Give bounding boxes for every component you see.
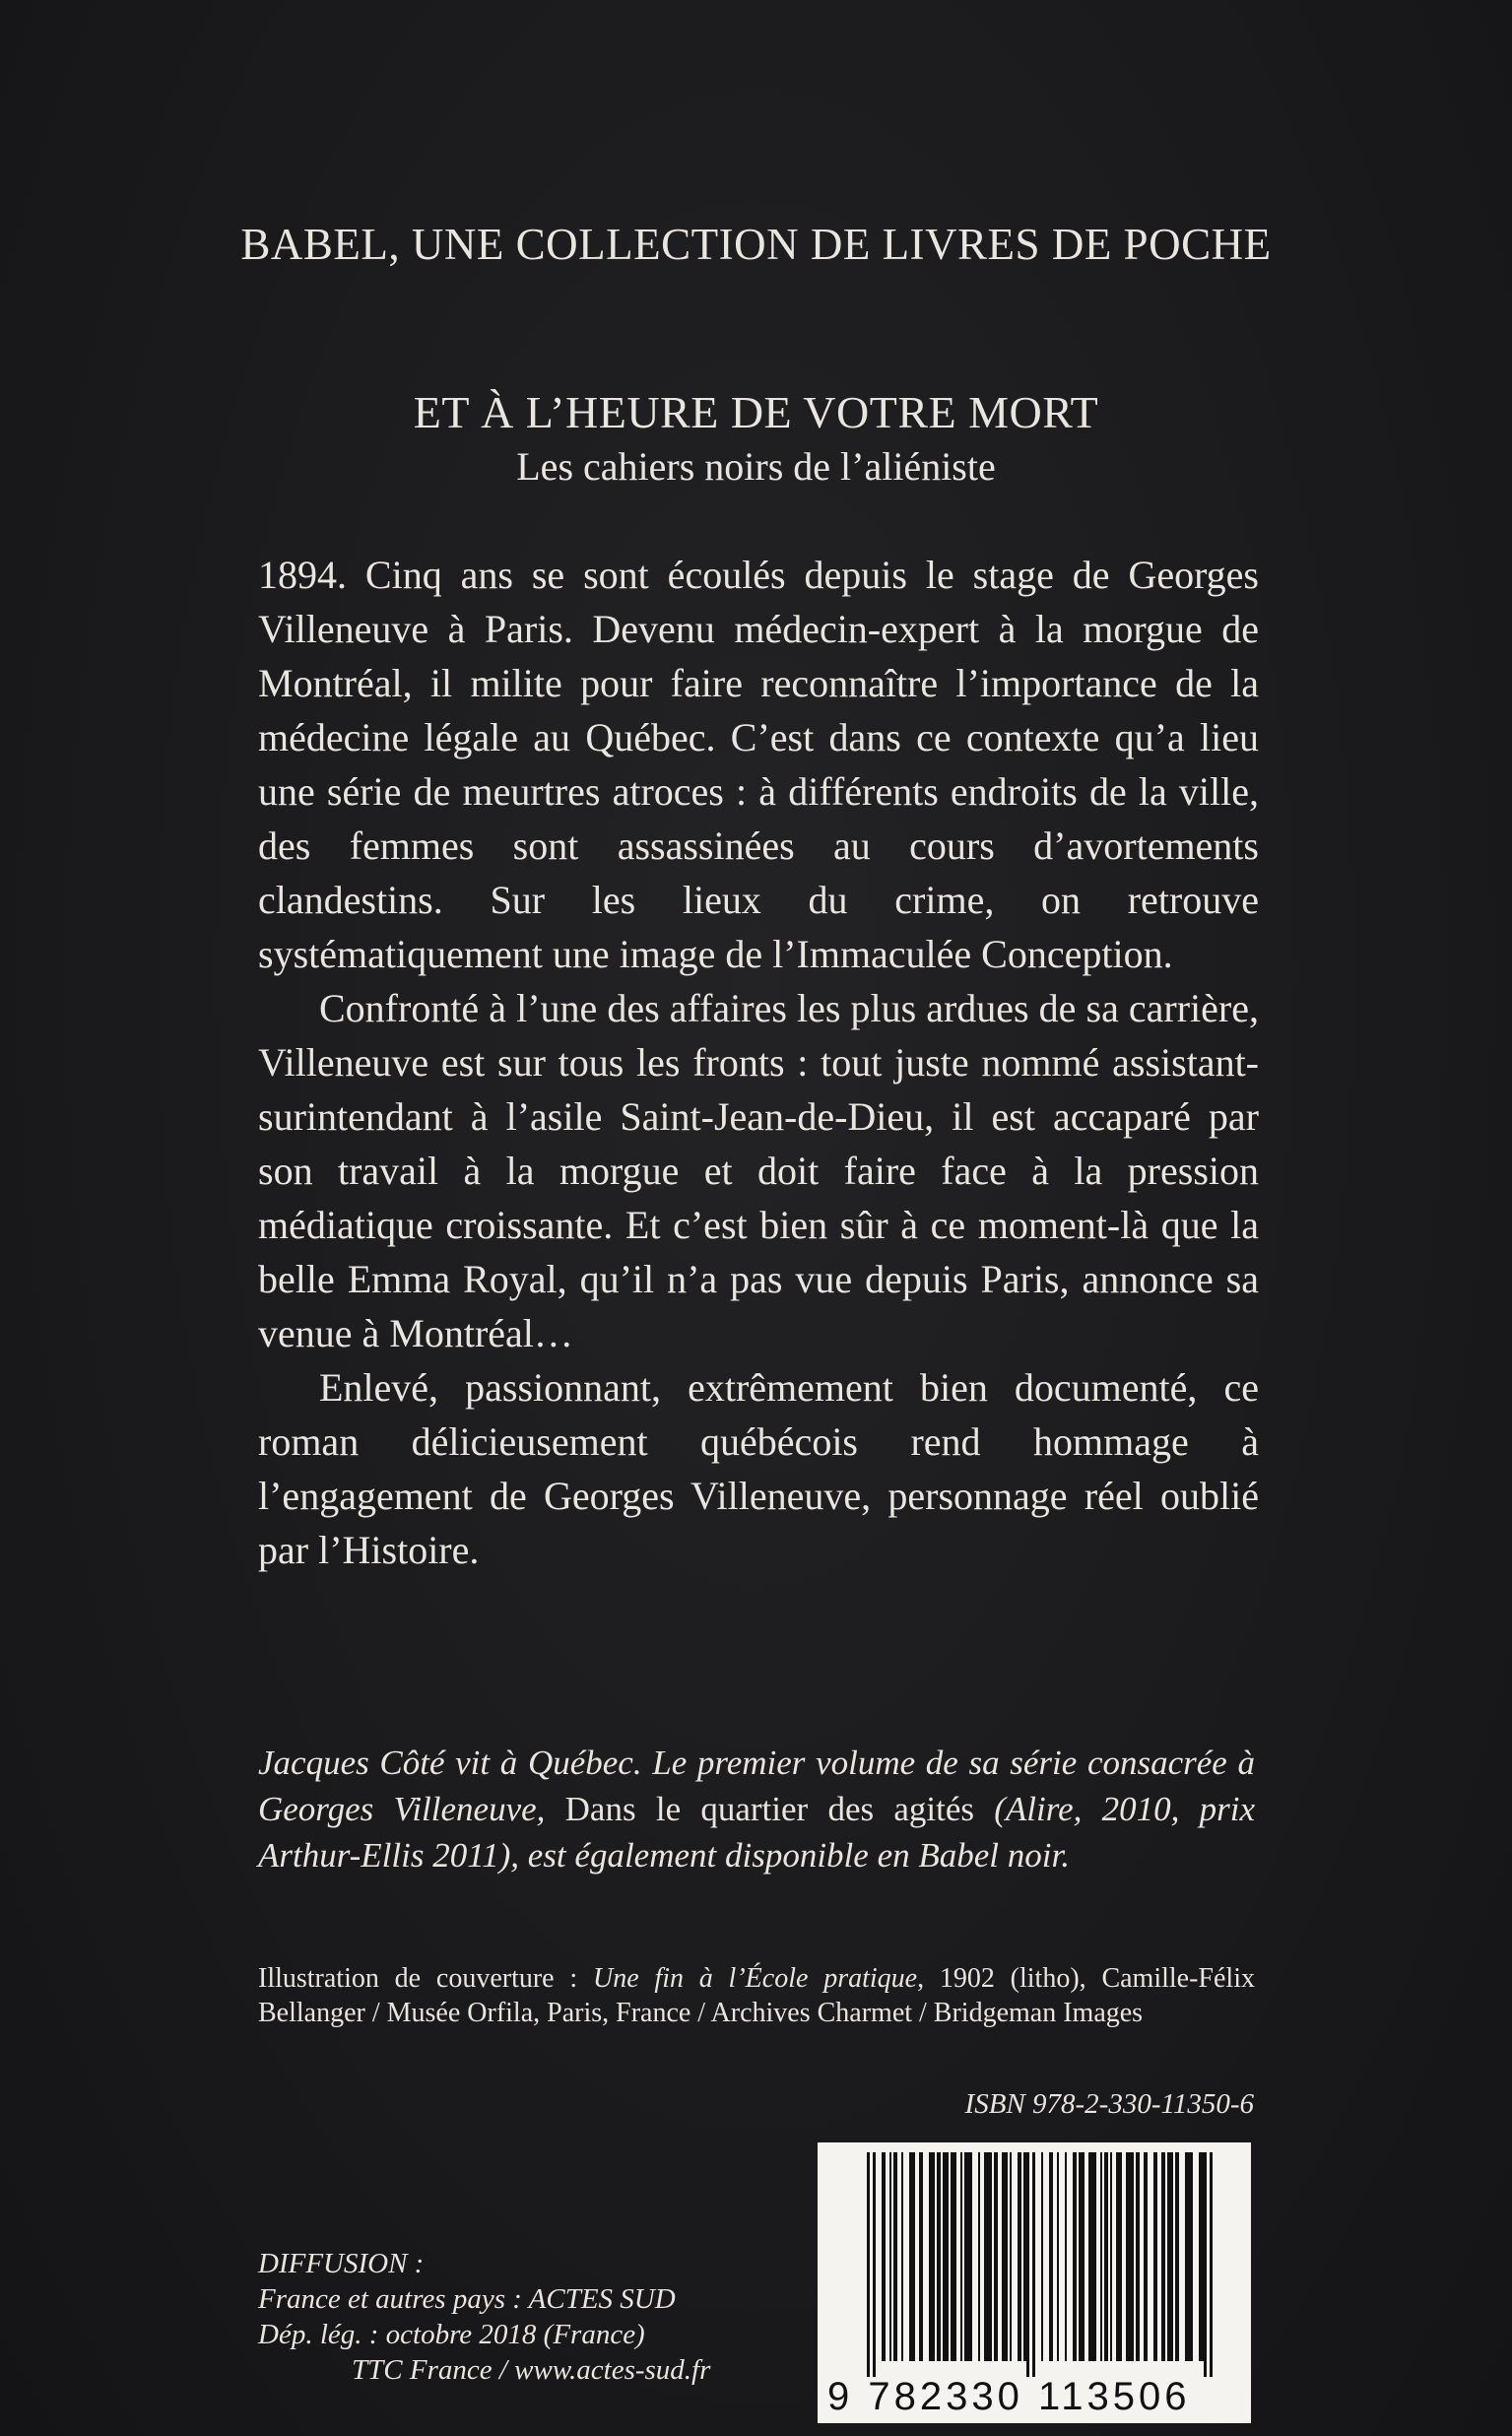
author-note-text: Jacques Côté vit à Québec. Le premier volume de sa série consacrée à Georges Villeneuve, — [258, 1744, 1255, 1828]
barcode-guard-bar — [1032, 2152, 1035, 2377]
barcode-bar — [1161, 2152, 1165, 2361]
credits-label: Illustration de couverture : — [258, 1963, 593, 1994]
barcode-guard-bar — [1210, 2152, 1213, 2377]
barcode-bar — [893, 2152, 897, 2361]
barcode-bar — [960, 2152, 962, 2361]
barcode-bar — [978, 2152, 980, 2361]
barcode-bar — [984, 2152, 992, 2361]
barcode-bar — [1185, 2152, 1193, 2361]
barcode-bar — [1018, 2152, 1021, 2361]
barcode-bar — [1144, 2152, 1148, 2361]
barcode-bar — [1110, 2152, 1112, 2361]
barcode-bar — [1136, 2152, 1140, 2361]
credits-work-title: Une fin à l’École pratique — [592, 1963, 918, 1994]
diffusion-heading: DIFFUSION : — [258, 2248, 425, 2279]
credits-details: , 1902 (litho), Camille-Félix Bellanger / Musée Orfila, Paris, France / Archives Charmet / Bridgeman Images — [258, 1963, 1255, 2028]
author-note-text-end: (Alire, 2010, prix Arthur-Ellis 2011), est également disponible en Babel noir. — [258, 1790, 1256, 1875]
barcode-bar — [937, 2152, 941, 2361]
barcode-bar — [1010, 2152, 1012, 2361]
barcode-bar — [1126, 2152, 1134, 2361]
barcode-bar — [1153, 2152, 1157, 2361]
barcode-bar — [943, 2152, 949, 2361]
blurb-paragraph-1: 1894. Cinq ans se sont écoulés depuis le stage de Georges Villeneuve à Paris. Devenu médecin-expert à la morgue de Montréal, il milite pour faire reconnaître l’importance de la médecine légale au Québec. C’est dans ce contexte qu’a lieu une série de meurtres atroces : à différents endroits de la ville, des femmes sont assassinées au cours d’avortements clandestins. Sur les lieux du crime, on retrouve systématiquement une image de l’Immaculée Conception. — [258, 553, 1259, 976]
barcode-bar — [1116, 2152, 1122, 2361]
blurb-paragraph-3: Enlevé, passionnant, extrêmement bien documenté, ce roman délicieusement québécois rend hommage à l’engagement de Georges Villeneuve, personnage réel oublié par l’Histoire. — [258, 1365, 1259, 1572]
barcode-bar — [889, 2152, 891, 2361]
barcode-bar — [882, 2152, 886, 2361]
barcode-guard-bar — [1026, 2152, 1029, 2377]
barcode-guard-bar — [1204, 2152, 1207, 2377]
barcode-bar — [1079, 2152, 1085, 2361]
diffusion — [258, 2246, 710, 2388]
barcode-bar — [929, 2152, 935, 2361]
barcode-bars — [818, 2142, 1251, 2379]
barcode-bar — [964, 2152, 972, 2361]
blurb-paragraph-2: Confronté à l’une des affaires les plus ardues de sa carrière, Villeneuve est sur tous les fronts : tout juste nommé assistant-surintendant à l’asile Saint-Jean-de-Dieu, il est accaparé par son travail à la morgue et doit faire face à la pression médiatique croissante. Et c’est bien sûr à ce moment-là que la belle Emma Royal, qu’il n’a pas vue depuis Paris, annonce sa venue à Montréal… — [258, 986, 1259, 1355]
author-note — [258, 1740, 1255, 1878]
barcode-guard-bar — [873, 2152, 876, 2377]
barcode-guard-bar — [867, 2152, 870, 2377]
diffusion-line-3: TTC France / www.actes-sud.fr — [352, 2354, 711, 2386]
barcode-bar — [1065, 2152, 1067, 2361]
barcode-bar — [1073, 2152, 1077, 2361]
barcode-bar — [1057, 2152, 1059, 2361]
book-title: ET À L’HEURE DE VOTRE MORT — [413, 387, 1099, 437]
barcode-bar — [1049, 2152, 1053, 2361]
barcode-bar — [1002, 2152, 1008, 2361]
isbn: ISBN 978-2-330-11350-6 — [964, 2088, 1254, 2120]
barcode-bar — [919, 2152, 923, 2361]
barcode-bar — [1041, 2152, 1043, 2361]
barcode-bar — [901, 2152, 903, 2361]
barcode-bar — [1167, 2152, 1173, 2361]
barcode-bar — [1175, 2152, 1179, 2361]
book-subtitle: Les cahiers noirs de l’aliéniste — [516, 444, 996, 489]
collection-line: BABEL, UNE COLLECTION DE LIVRES DE POCHE — [240, 220, 1272, 269]
barcode-bar — [994, 2152, 998, 2361]
barcode-bar — [1100, 2152, 1102, 2361]
diffusion-line-2: Dép. lég. : octobre 2018 (France) — [258, 2319, 645, 2350]
barcode — [818, 2142, 1251, 2423]
barcode-bar — [909, 2152, 915, 2361]
barcode-digits: 9 782330 113506 — [827, 2375, 1191, 2418]
barcode-bar — [951, 2152, 956, 2361]
diffusion-line-1: France et autres pays : ACTES SUD — [258, 2283, 676, 2315]
blurb — [258, 548, 1259, 1577]
barcode-bar — [1088, 2152, 1096, 2361]
barcode-bar — [1104, 2152, 1108, 2361]
illustration-credits — [258, 1961, 1255, 2030]
author-first-book-title: Dans le quartier des agités — [564, 1790, 975, 1828]
